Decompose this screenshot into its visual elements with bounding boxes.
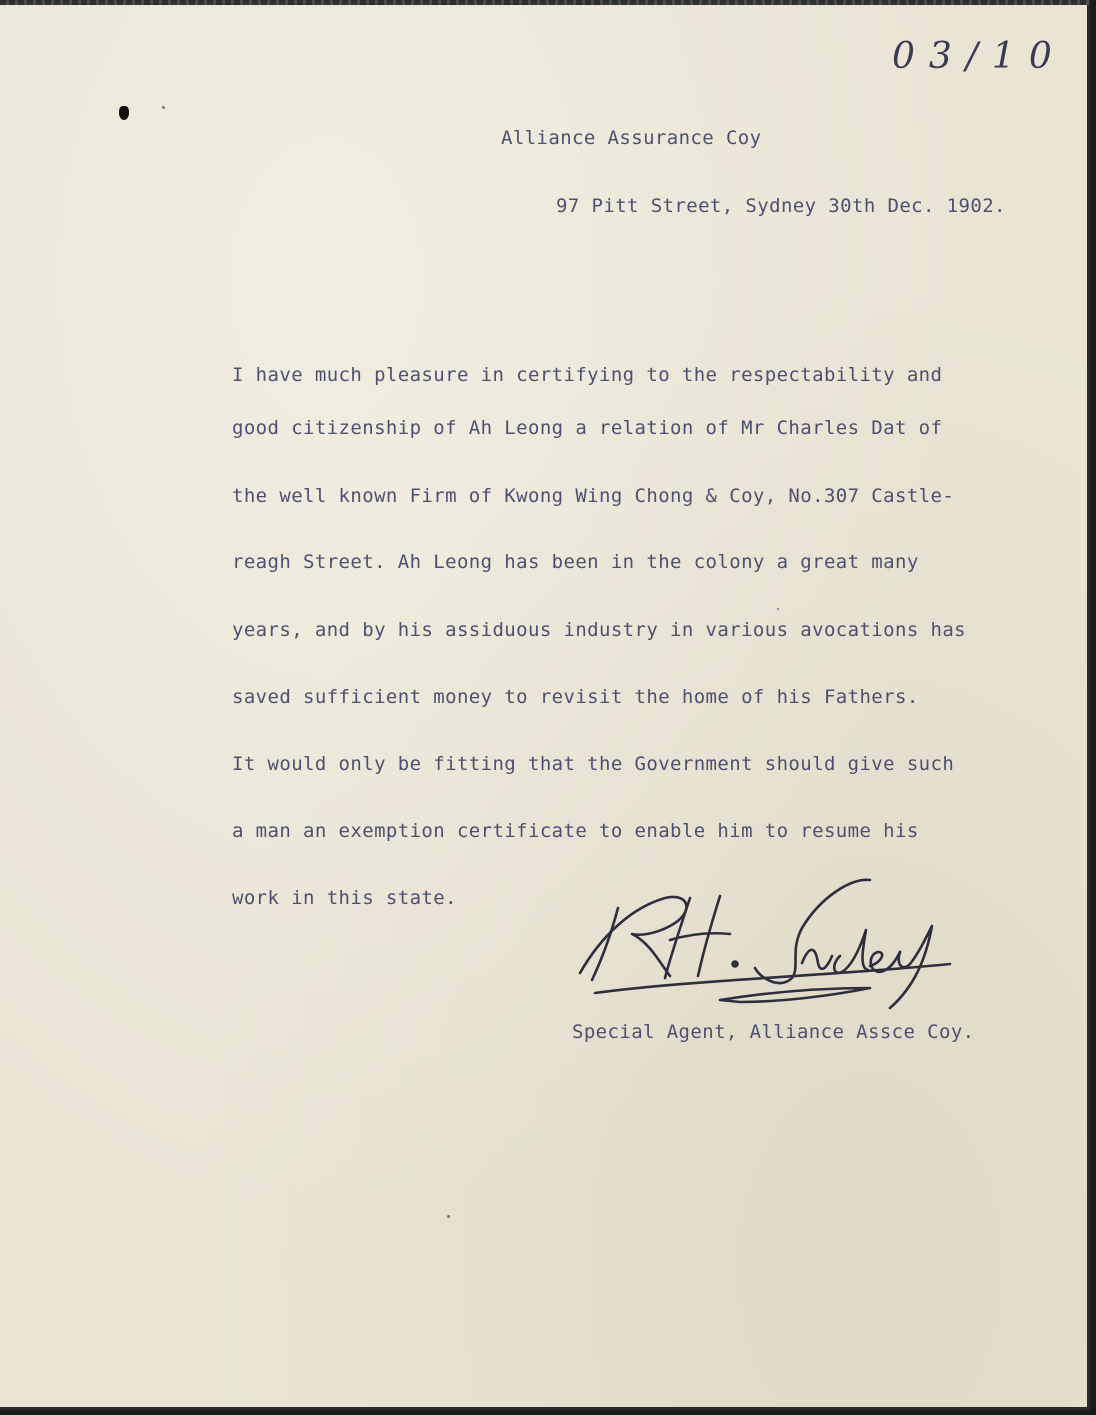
body-line: saved sufficient money to revisit the home of his Fathers. bbox=[232, 686, 919, 708]
paper-speck bbox=[447, 1215, 450, 1218]
paper-speck bbox=[777, 608, 779, 610]
ink-blot bbox=[119, 106, 129, 120]
handwritten-signature bbox=[570, 868, 990, 1018]
paper-speck bbox=[162, 106, 165, 109]
body-line: good citizenship of Ah Leong a relation of Mr Charles Dat of bbox=[232, 417, 943, 439]
body-line: a man an exemption certificate to enable him to resume his bbox=[232, 820, 919, 842]
body-line: reagh Street. Ah Leong has been in the colony a great many bbox=[232, 551, 919, 573]
reference-note bbox=[892, 36, 1066, 77]
letterhead-company: Alliance Assurance Coy bbox=[501, 127, 762, 149]
body-line: work in this state. bbox=[232, 887, 457, 909]
reference-note-text: 03/10 bbox=[892, 36, 1066, 77]
body-line: It would only be fitting that the Government should give such bbox=[232, 753, 955, 775]
page-top-edge bbox=[0, 0, 1090, 5]
signatory-title: Special Agent, Alliance Assce Coy. bbox=[572, 1021, 975, 1043]
body-line: I have much pleasure in certifying to the respectability and bbox=[232, 364, 943, 386]
letterhead-address-date: 97 Pitt Street, Sydney 30th Dec. 1902. bbox=[556, 195, 1006, 217]
body-line: years, and by his assiduous industry in various avocations has bbox=[232, 619, 967, 641]
body-line: the well known Firm of Kwong Wing Chong & Coy, No.307 Castle- bbox=[232, 485, 955, 507]
